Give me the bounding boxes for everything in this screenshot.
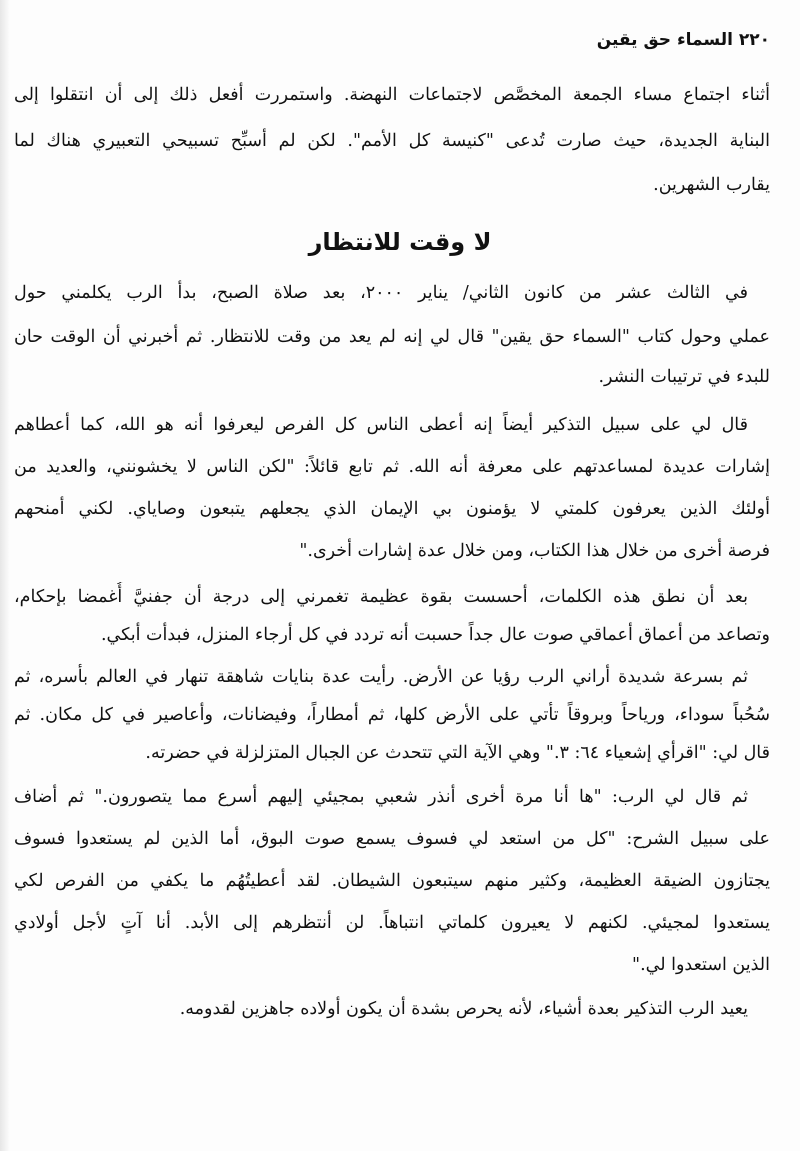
text-line: أثناء اجتماع مساء الجمعة المخصَّص لاجتماعات النهضة. واستمررت أفعل ذلك إلى أن انتقلوا إلى [14,85,770,105]
text-line: إشارات عديدة لمساعدتهم على معرفة أنه الله. ثم تابع قائلاً: "لكن الناس لا يخشونني، والعديد من [14,457,770,477]
text-line: للبدء في ترتيبات النشر. [598,367,770,387]
page-gutter-shadow [0,0,10,1151]
page-number: ٢٢٠ [738,30,770,50]
text-line: قال لي: "اقرأي إشعياء ٦٤: ٣." وهي الآية التي تتحدث عن الجبال المتزلزلة في حضرته. [145,743,770,763]
text-line: عملي وحول كتاب "السماء حق يقين" قال لي إنه لم يعد من وقت للانتظار. ثم أخبرني أن الوقت حان [14,327,770,347]
text-line: الذين استعدوا لي." [632,955,770,975]
text-line: يقارب الشهرين. [653,175,770,195]
text-line: في الثالث عشر من كانون الثاني/ يناير ٢٠٠٠، بعد صلاة الصبح، بدأ الرب يكلمني حول [14,283,748,303]
text-line: أولئك الذين يعرفون كلمتي لا يؤمنون بي الإيمان الذي يجعلهم يتبعون وصاياي. لكني أمنحهم [14,499,770,519]
running-title: السماء حق يقين [596,30,733,50]
text-line: على سبيل الشرح: "كل من استعد لي فسوف يسمع صوت البوق، أما الذين لم يستعدوا فسوف [14,829,770,849]
text-line: قال لي على سبيل التذكير أيضاً إنه أعطى الناس كل الفرص ليعرفوا أنه هو الله، كما أعطاهم [14,415,748,435]
text-line: بعد أن نطق هذه الكلمات، أحسست بقوة عظيمة تغمرني إلى درجة أن جفنيَّ أُغمضا بإحكام، [14,587,748,607]
text-line: يعيد الرب التذكير بعدة أشياء، لأنه يحرص بشدة أن يكون أولاده جاهزين لقدومه. [179,999,748,1019]
text-line: يجتازون الضيقة العظيمة، وكثير منهم سيتبعون الشيطان. لقد أعطيتُهُم ما يكفي من الفرص لكي [14,871,770,891]
text-line: فرصة أخرى من خلال هذا الكتاب، ومن خلال عدة إشارات أخرى." [299,541,770,561]
text-line: البناية الجديدة، حيث صارت تُدعى "كنيسة كل الأمم". لكن لم أسبِّح تسبيحي التعبيري هناك لما [14,131,770,151]
page-header [597,30,770,50]
text-line: يستعدوا لمجيئي. لكنهم لا يعيرون كلماتي انتباهاً. لن أنتظرهم إلى الأبد. أنا آتٍ لأجل أولادي [14,913,770,933]
text-line: وتصاعد من أعماق أعماقي صوت عال جداً حسبت أنه تردد في كل أرجاء المنزل، فبدأت أبكي. [100,625,770,645]
text-line: سُحُباً سوداء، ورياحاً وبروقاً تأتي على الأرض كلها، ثم أمطاراً، وفيضانات، وأعاصير في كل مكان. ثم [14,705,770,725]
text-line: ثم قال لي الرب: "ها أنا مرة أخرى أنذر شعبي بمجيئي إليهم أسرع مما يتصورون." ثم أضاف [14,787,748,807]
text-line: ثم بسرعة شديدة أراني الرب رؤيا عن الأرض. رأيت عدة بنايات شاهقة تنهار في العالم بأسره، ثم [14,667,748,687]
section-heading: لا وقت للانتظار [308,228,492,256]
